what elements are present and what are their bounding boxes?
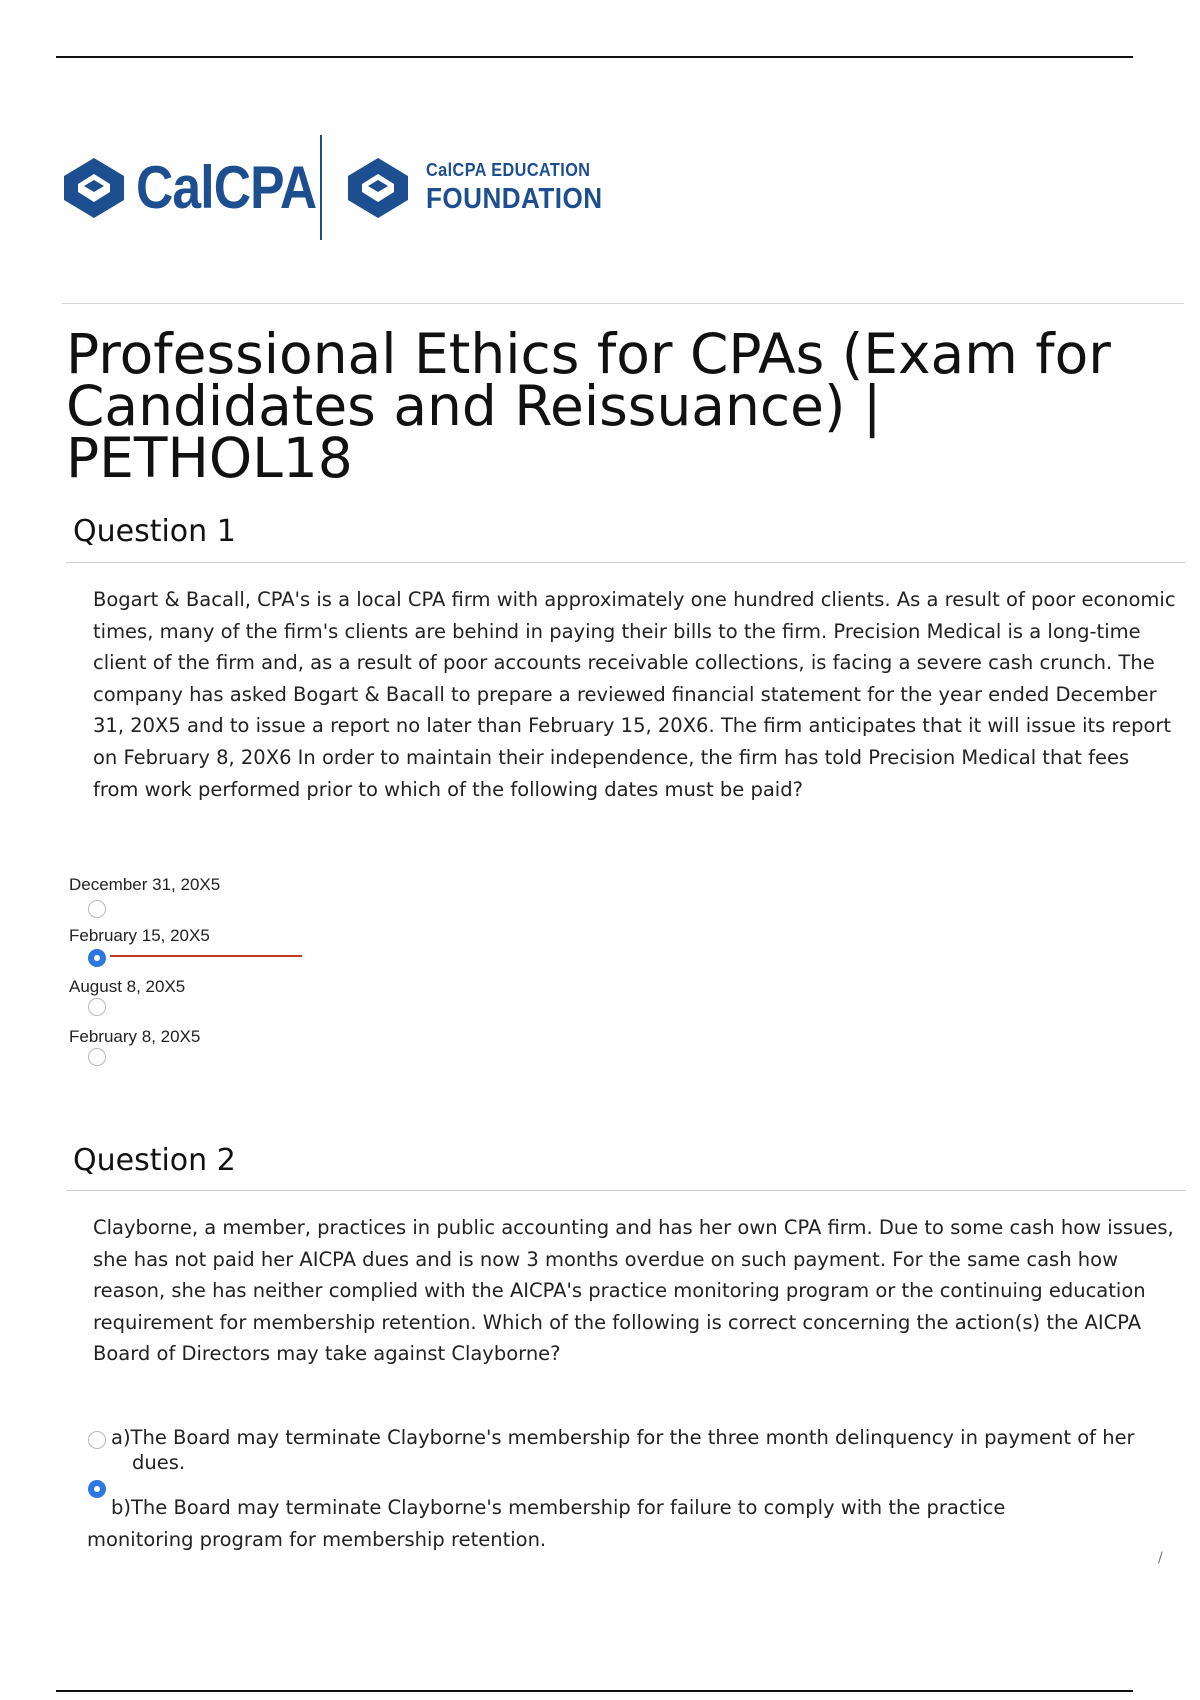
q2-option-a-line1: a)The Board may terminate Clayborne's membership for the three month delinquency in payment of her xyxy=(111,1426,1135,1449)
q1-answer-mark xyxy=(110,955,302,957)
q2-option-b-line2: monitoring program for membership retention. xyxy=(87,1528,547,1551)
foundation-small-text: CalCPA EDUCATION xyxy=(426,159,591,180)
q2-option-a-line2: dues. xyxy=(132,1451,186,1474)
header-divider xyxy=(62,303,1184,304)
calcpa-wordmark: CalCPA xyxy=(136,154,317,221)
page-title: Professional Ethics for CPAs (Exam for Candidates and Reissuance) | PETHOL18 xyxy=(66,322,1111,490)
foundation-logo-icon xyxy=(344,154,412,222)
question-1-rule xyxy=(66,562,1186,563)
q1-option-2-radio[interactable] xyxy=(88,949,106,967)
question-1-heading: Question 1 xyxy=(73,514,236,549)
q1-option-4-label: February 8, 20X5 xyxy=(69,1027,201,1046)
q1-option-4-radio[interactable] xyxy=(88,1048,106,1066)
logo-divider xyxy=(320,135,322,240)
question-1-text: Bogart & Bacall, CPA's is a local CPA firm with approximately one hundred clients. As a result of poor economic times, many of the firm's clients are behind in paying their bills to the firm. Precision Medical is a long-time client of the firm and, as a result of poor accounts receivable collections, is facing a severe cash crunch. The company has asked Bogart & Bacall to prepare a reviewed financial statement for the year ended December 31, 20X5 and to issue a report no later than February 15, 20X6. The firm anticipates that it will issue its report on February 8, 20X6 In order to maintain their independence, the firm has told Precision Medical that fees from work performed prior to which of the following dates must be paid? xyxy=(93,588,1176,801)
logo-row xyxy=(60,135,622,240)
q2-option-b-line1: b)The Board may terminate Clayborne's membership for failure to comply with the practice xyxy=(111,1496,1006,1519)
q1-option-2-label: February 15, 20X5 xyxy=(69,926,210,945)
page-mark: / xyxy=(1158,1550,1163,1566)
q2-option-b-radio[interactable] xyxy=(88,1480,106,1498)
calcpa-logo-icon xyxy=(60,154,128,222)
foundation-big-text: FOUNDATION xyxy=(426,182,603,215)
top-rule xyxy=(56,56,1133,58)
bottom-rule xyxy=(56,1690,1133,1692)
q1-option-1-radio[interactable] xyxy=(88,900,106,918)
q1-option-3-label: August 8, 20X5 xyxy=(69,977,186,996)
foundation-wordmark xyxy=(426,160,622,216)
question-2-rule xyxy=(66,1190,1186,1191)
q2-option-a-radio[interactable] xyxy=(88,1431,106,1449)
question-2-heading: Question 2 xyxy=(73,1143,236,1178)
q1-option-3-radio[interactable] xyxy=(88,998,106,1016)
q1-option-1-label: December 31, 20X5 xyxy=(69,875,221,894)
question-2-text: Clayborne, a member, practices in public accounting and has her own CPA firm. Due to some cash how issues, she has not paid her AICPA dues and is now 3 months overdue on such payment. For the same cash how reason, she has neither complied with the AICPA's practice monitoring program or the continuing education requirement for membership retention. Which of the following is correct concerning the action(s) the AICPA Board of Directors may take against Clayborne? xyxy=(93,1216,1174,1366)
